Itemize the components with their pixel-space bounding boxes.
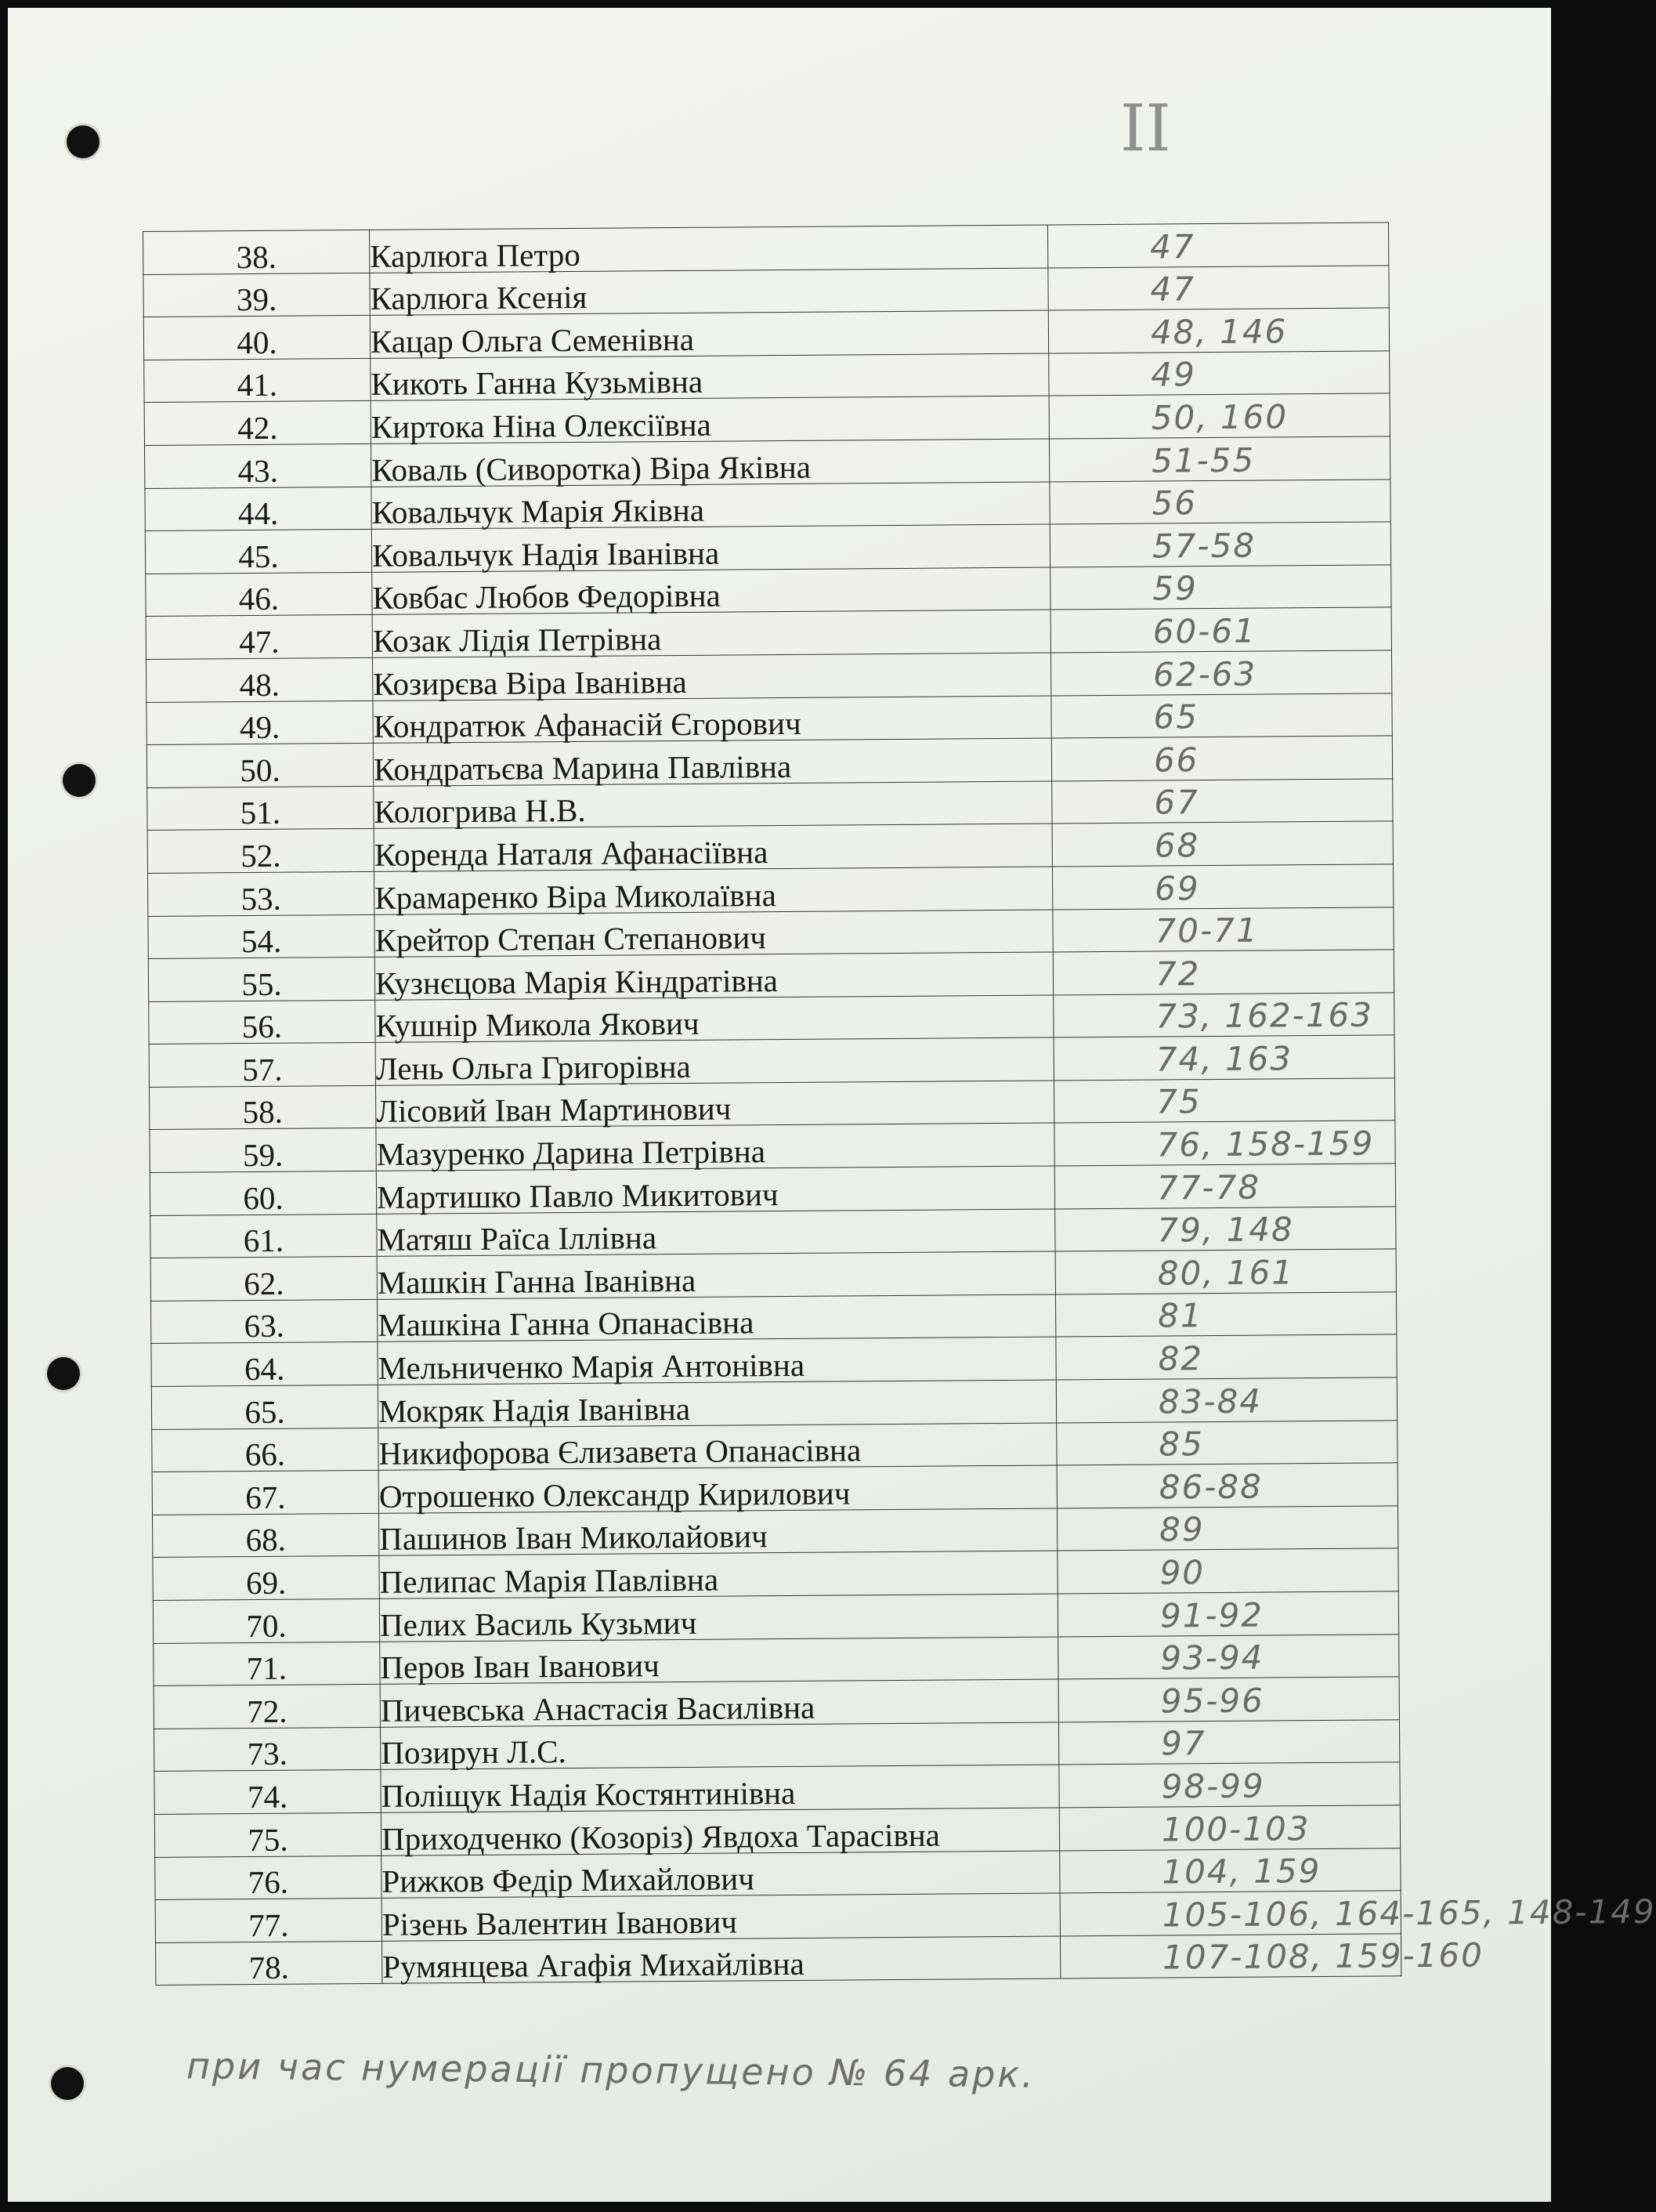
- page-numbers: 86-88: [1159, 1467, 1264, 1507]
- page-numbers-cell: [1054, 993, 1394, 1038]
- person-name: Мартишко Павло Микитович: [376, 1166, 1054, 1214]
- person-name: Ковальчук Марія Яківна: [371, 482, 1050, 530]
- person-name: Карлюга Петро: [369, 225, 1047, 273]
- page-numbers: 65: [1153, 697, 1199, 737]
- page-numbers-cell: [1050, 479, 1390, 524]
- page-numbers: 72: [1155, 954, 1201, 994]
- person-name: Кушнір Микола Якович: [375, 995, 1054, 1043]
- page-numbers-cell: [1057, 1506, 1397, 1551]
- person-name: Ковальчук Надія Іванівна: [371, 524, 1050, 572]
- row-number: 70.: [153, 1598, 379, 1643]
- row-number: 61.: [150, 1214, 377, 1258]
- page-numbers: 76, 158-159: [1156, 1124, 1375, 1164]
- page-numbers-cell: [1054, 1035, 1394, 1081]
- row-number: 51.: [147, 786, 374, 831]
- person-name: Матяш Раїса Іллівна: [377, 1209, 1055, 1257]
- person-name: Кикоть Ганна Кузьмівна: [371, 353, 1049, 401]
- row-number: 48.: [146, 657, 373, 702]
- person-name: Киртока Ніна Олексіївна: [371, 396, 1049, 443]
- page-numbers-cell: [1059, 1805, 1400, 1851]
- page-numbers-cell: [1058, 1591, 1398, 1637]
- person-name: Кузнєцова Марія Кіндратівна: [374, 952, 1053, 1000]
- page-numbers-cell: [1058, 1634, 1399, 1679]
- page-numbers-cell: [1053, 907, 1394, 952]
- page-numbers: 98-99: [1161, 1766, 1265, 1806]
- person-name: Поліщук Надія Костянтинівна: [381, 1765, 1059, 1812]
- person-name: Крейтор Степан Степанович: [374, 910, 1053, 958]
- punch-hole: [51, 2067, 84, 2100]
- page-numbers: 75: [1156, 1082, 1202, 1122]
- page-numbers-cell: [1051, 736, 1392, 781]
- register-table: [143, 222, 1656, 1986]
- person-name: Мазуренко Дарина Петрівна: [376, 1123, 1054, 1171]
- page-numbers-cell: [1047, 223, 1388, 268]
- row-number: 38.: [143, 230, 370, 274]
- row-number: 44.: [145, 487, 371, 531]
- page-numbers: 50, 160: [1151, 397, 1289, 437]
- punch-hole: [67, 125, 99, 158]
- row-number: 53.: [148, 871, 374, 916]
- page-numbers-cell: [1054, 1078, 1394, 1124]
- row-number: 69.: [153, 1556, 379, 1601]
- page-numbers: 73, 162-163: [1155, 995, 1374, 1036]
- page-numbers-cell: [1059, 1762, 1400, 1808]
- row-number: 58.: [150, 1085, 376, 1130]
- page-numbers-cell: [1052, 821, 1393, 867]
- page-numbers-cell: [1054, 1120, 1395, 1166]
- page-numbers-cell: [1049, 351, 1390, 396]
- page-numbers-cell: [1053, 950, 1394, 995]
- table-row: [156, 1934, 1401, 1986]
- row-number: 65.: [151, 1385, 378, 1429]
- row-number: 40.: [143, 316, 370, 360]
- page-numbers: 59: [1152, 569, 1199, 608]
- row-number: 78.: [156, 1941, 382, 1986]
- punch-hole: [47, 1357, 80, 1390]
- page-numbers: 62-63: [1153, 654, 1257, 694]
- person-name: Кондратьєва Марина Павлівна: [373, 738, 1051, 786]
- page-numbers-cell: [1058, 1548, 1398, 1594]
- person-name: Козирєва Віра Іванівна: [372, 653, 1050, 701]
- page-numbers: 104, 159: [1162, 1852, 1322, 1892]
- page-numbers-cell: [1050, 650, 1391, 696]
- row-number: 52.: [147, 829, 374, 874]
- person-name: Лень Ольга Григорівна: [375, 1037, 1054, 1085]
- person-name: Кацар Ольга Семенівна: [370, 310, 1048, 358]
- page-numbers-cell: [1058, 1720, 1399, 1765]
- row-number: 41.: [144, 358, 371, 403]
- row-number: 42.: [144, 401, 371, 446]
- row-number: 72.: [154, 1685, 380, 1729]
- row-number: 75.: [154, 1812, 381, 1857]
- row-number: 50.: [146, 743, 373, 787]
- page-numbers: 66: [1153, 740, 1199, 780]
- page-numbers: 70-71: [1155, 911, 1259, 950]
- document-page: [8, 8, 1656, 2202]
- row-number: 62.: [150, 1257, 377, 1301]
- row-number: 54.: [148, 914, 374, 959]
- person-name: Рижков Федір Михайлович: [381, 1851, 1060, 1899]
- page-numbers: 89: [1159, 1510, 1205, 1549]
- person-name: Пашинов Іван Миколайович: [379, 1508, 1058, 1556]
- page-numbers-cell: [1050, 565, 1391, 610]
- page-numbers-cell: [1056, 1378, 1397, 1423]
- page-numbers-cell: [1060, 1891, 1656, 1936]
- page-numbers: 68: [1154, 826, 1200, 865]
- page-numbers-cell: [1057, 1463, 1397, 1508]
- person-name: Пичевська Анастасія Василівна: [380, 1679, 1058, 1727]
- row-number: 46.: [146, 572, 372, 617]
- page-numbers: 48, 146: [1150, 312, 1288, 352]
- row-number: 71.: [154, 1642, 380, 1686]
- page-numbers: 47: [1150, 270, 1196, 309]
- person-name: Мокряк Надія Іванівна: [378, 1380, 1056, 1428]
- person-name: Никифорова Єлизавета Опанасівна: [378, 1423, 1057, 1471]
- page-numbers-cell: [1055, 1292, 1396, 1338]
- person-name: Карлюга Ксенія: [370, 268, 1048, 316]
- page-numbers-cell: [1049, 436, 1390, 482]
- page-numbers-cell: [1052, 864, 1393, 910]
- row-number: 39.: [143, 273, 370, 317]
- person-name: Приходченко (Козоріз) Явдоха Тарасівна: [381, 1808, 1059, 1855]
- page-numbers-cell: [1048, 265, 1389, 310]
- page-numbers: 69: [1155, 868, 1200, 908]
- page-numbers-cell: [1050, 522, 1390, 567]
- person-name: Отрошенко Олександр Кирилович: [378, 1465, 1057, 1513]
- person-name: Кологрива Н.В.: [374, 781, 1052, 829]
- person-name: Перов Іван Іванович: [380, 1637, 1058, 1685]
- row-number: 68.: [153, 1513, 379, 1558]
- person-name: Пелих Василь Кузьмич: [379, 1594, 1058, 1642]
- page-numbers: 97: [1161, 1724, 1206, 1763]
- page-numbers: 82: [1158, 1339, 1204, 1378]
- row-number: 43.: [145, 443, 371, 488]
- sheet-marker: II: [1120, 92, 1171, 166]
- page-numbers-cell: [1060, 1848, 1401, 1893]
- row-number: 55.: [148, 957, 374, 1001]
- page-numbers-cell: [1054, 1164, 1395, 1209]
- page-numbers: 49: [1151, 355, 1197, 394]
- page-numbers: 60-61: [1152, 611, 1257, 651]
- person-name: Крамаренко Віра Миколаївна: [374, 867, 1052, 914]
- page-numbers: 95-96: [1160, 1681, 1265, 1721]
- row-number: 64.: [151, 1342, 378, 1387]
- page-numbers: 77-78: [1156, 1168, 1261, 1207]
- person-name: Ковбас Любов Федорівна: [372, 567, 1050, 615]
- page-numbers: 81: [1158, 1296, 1203, 1335]
- person-name: Пелипас Марія Павлівна: [379, 1551, 1058, 1598]
- page-numbers: 90: [1159, 1553, 1206, 1592]
- page-numbers: 107-108, 159-160: [1162, 1935, 1484, 1977]
- person-name: Лісовий Іван Мартинович: [375, 1081, 1054, 1128]
- page-numbers: 93-94: [1160, 1638, 1264, 1678]
- page-numbers-cell: [1050, 607, 1391, 653]
- person-name: Румянцева Агафія Михайлівна: [382, 1936, 1061, 1984]
- page-numbers-cell: [1055, 1206, 1396, 1251]
- row-number: 63.: [151, 1299, 378, 1344]
- page-numbers: 105-106, 164-165, 148-149: [1162, 1892, 1656, 1935]
- row-number: 60.: [150, 1171, 376, 1215]
- person-name: Коваль (Сиворотка) Віра Яківна: [371, 439, 1049, 487]
- row-number: 67.: [152, 1471, 378, 1515]
- page-numbers: 79, 148: [1157, 1210, 1294, 1250]
- row-number: 74.: [154, 1770, 381, 1815]
- page-numbers: 91-92: [1159, 1595, 1264, 1635]
- page-numbers: 51-55: [1152, 440, 1256, 480]
- page-numbers: 100-103: [1161, 1808, 1311, 1849]
- page-numbers: 85: [1159, 1425, 1205, 1464]
- row-number: 49.: [146, 701, 373, 745]
- person-name: Машкіна Ганна Опанасівна: [378, 1294, 1056, 1342]
- page-numbers-cell: [1051, 693, 1392, 738]
- person-name: Машкін Ганна Іванівна: [377, 1251, 1055, 1299]
- page-numbers: 80, 161: [1157, 1253, 1295, 1293]
- row-number: 47.: [146, 615, 372, 660]
- page-numbers: 67: [1154, 783, 1200, 822]
- person-name: Козак Лідія Петрівна: [372, 610, 1050, 657]
- page-numbers: 57-58: [1152, 526, 1256, 566]
- row-number: 45.: [145, 530, 371, 574]
- row-number: 76.: [155, 1855, 381, 1900]
- page-numbers-cell: [1049, 393, 1390, 439]
- handwritten-note: при час нумерації пропущено № 64 арк.: [186, 2044, 1036, 2096]
- page-numbers-cell: [1058, 1677, 1399, 1722]
- person-name: Позирун Л.С.: [381, 1722, 1059, 1770]
- row-number: 56.: [149, 1000, 375, 1044]
- row-number: 66.: [152, 1428, 378, 1472]
- page-numbers-cell: [1052, 779, 1393, 824]
- page-numbers: 83-84: [1158, 1381, 1263, 1421]
- row-number: 59.: [150, 1128, 376, 1173]
- page-numbers-cell: [1057, 1420, 1397, 1465]
- row-number: 77.: [155, 1898, 381, 1942]
- row-number: 57.: [149, 1043, 375, 1088]
- page-numbers-cell: [1060, 1934, 1484, 1979]
- person-name: Різень Валентин Іванович: [381, 1893, 1060, 1941]
- page-numbers-cell: [1056, 1334, 1397, 1380]
- person-name: Коренда Наталя Афанасіївна: [374, 824, 1052, 871]
- page-numbers-cell: [1048, 308, 1389, 353]
- person-name: Кондратюк Афанасій Єгорович: [373, 696, 1051, 744]
- row-number: 73.: [154, 1727, 381, 1772]
- page-numbers: 56: [1152, 483, 1198, 523]
- punch-hole: [63, 764, 96, 797]
- person-name: Мельниченко Марія Антонівна: [378, 1337, 1056, 1385]
- page-numbers-cell: [1055, 1249, 1396, 1294]
- page-numbers: 74, 163: [1155, 1039, 1293, 1079]
- page-numbers: 47: [1149, 226, 1195, 266]
